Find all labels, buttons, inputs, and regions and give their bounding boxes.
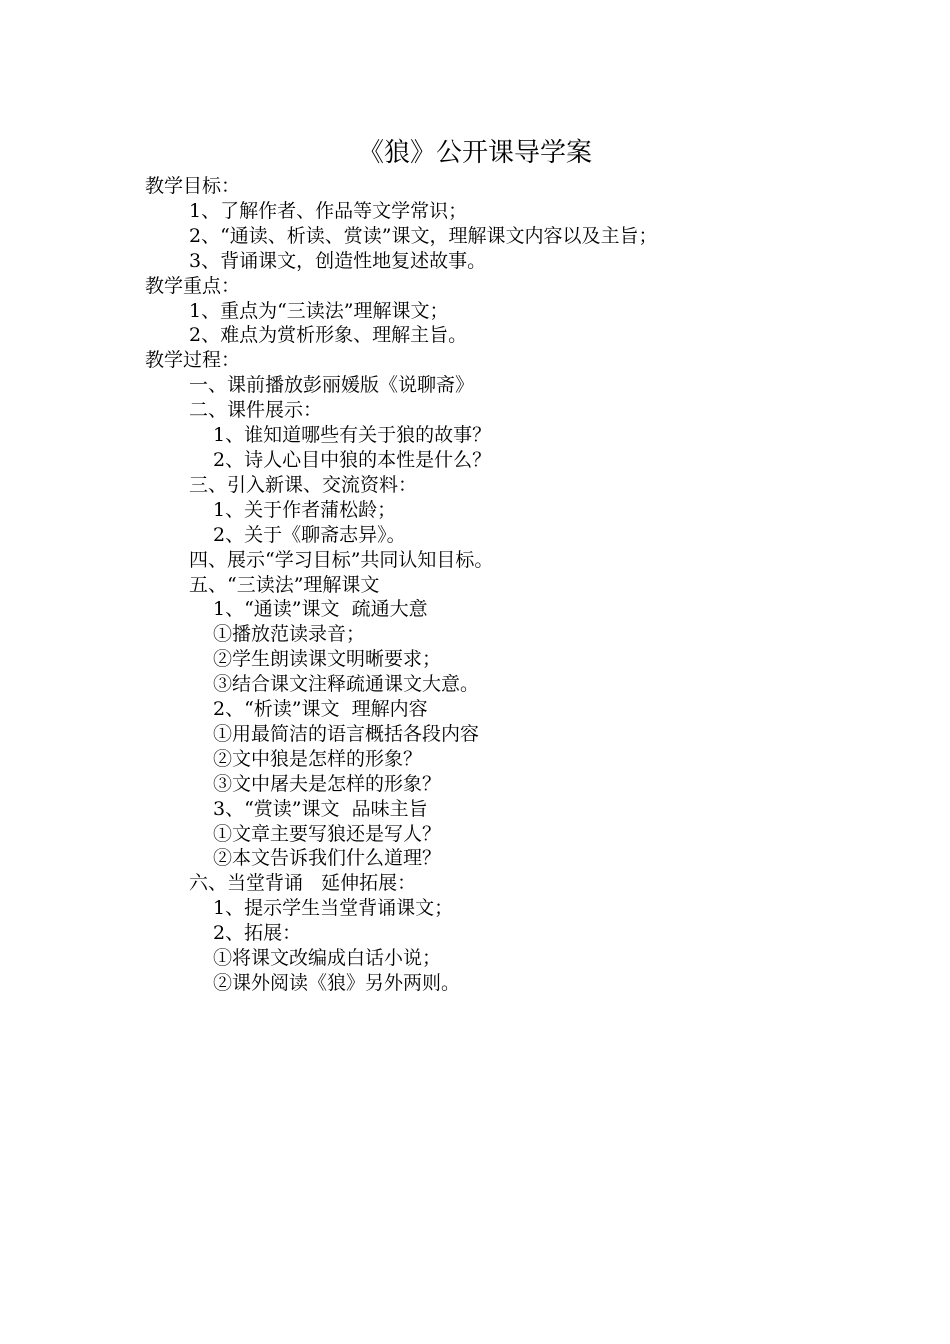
document-line: 六、当堂背诵 延伸拓展： <box>189 872 417 895</box>
document-body <box>145 136 825 996</box>
document-line: 1、了解作者、作品等文学常识； <box>189 199 468 222</box>
document-line: 1、关于作者蒲松龄； <box>213 498 397 521</box>
document-line: ③文中屠夫是怎样的形象？ <box>213 772 442 795</box>
section-heading: 教学重点： <box>145 274 241 297</box>
document-line: ②文中狼是怎样的形象？ <box>213 747 423 770</box>
document-line: ①文章主要写狼还是写人？ <box>213 822 442 845</box>
document-line: 三、引入新课、交流资料： <box>189 473 418 496</box>
document-line: ②学生朗读课文明晰要求； <box>213 648 442 671</box>
section-heading: 教学过程： <box>145 349 241 372</box>
document-line: 2、关于《聊斋志异》。 <box>213 523 406 546</box>
document-line: 五、“三读法”理解课文 <box>189 573 380 596</box>
document-line: 2、难点为赏析形象、理解主旨。 <box>189 324 468 347</box>
document-line: 四、展示“学习目标”共同认知目标。 <box>189 548 494 571</box>
document-line: 1、“通读”课文 疏通大意 <box>213 598 428 621</box>
document-line: 2、“析读”课文 理解内容 <box>213 698 428 721</box>
document-line: ②本文告诉我们什么道理？ <box>213 847 442 870</box>
document-title: 《狼》公开课导学案 <box>358 138 593 168</box>
document-line: 3、背诵课文，创造性地复述故事。 <box>189 249 487 272</box>
document-line: 2、拓展： <box>213 922 302 945</box>
document-line: ①播放范读录音； <box>213 623 366 646</box>
document-line: ①将课文改编成白话小说； <box>213 947 442 970</box>
document-line: 2、“通读、析读、赏读”课文，理解课文内容以及主旨； <box>189 224 658 247</box>
document-line: 1、提示学生当堂背诵课文； <box>213 897 454 920</box>
document-line: ①用最简洁的语言概括各段内容 <box>213 722 480 745</box>
document-line: 2、诗人心目中狼的本性是什么？ <box>213 448 492 471</box>
document-line: 1、重点为“三读法”理解课文； <box>189 299 449 322</box>
section-heading: 教学目标： <box>145 175 241 197</box>
document-line: 1、谁知道哪些有关于狼的故事？ <box>213 424 492 447</box>
document-line: ③结合课文注释疏通课文大意。 <box>213 673 480 696</box>
document-lines <box>145 174 825 996</box>
document-line: 一、课前播放彭丽媛版《说聊斋》 <box>189 374 475 397</box>
document-line: ②课外阅读《狼》另外两则。 <box>213 972 461 994</box>
document-line: 3、“赏读”课文 品味主旨 <box>213 797 428 820</box>
document-line: 二、课件展示： <box>189 399 323 422</box>
